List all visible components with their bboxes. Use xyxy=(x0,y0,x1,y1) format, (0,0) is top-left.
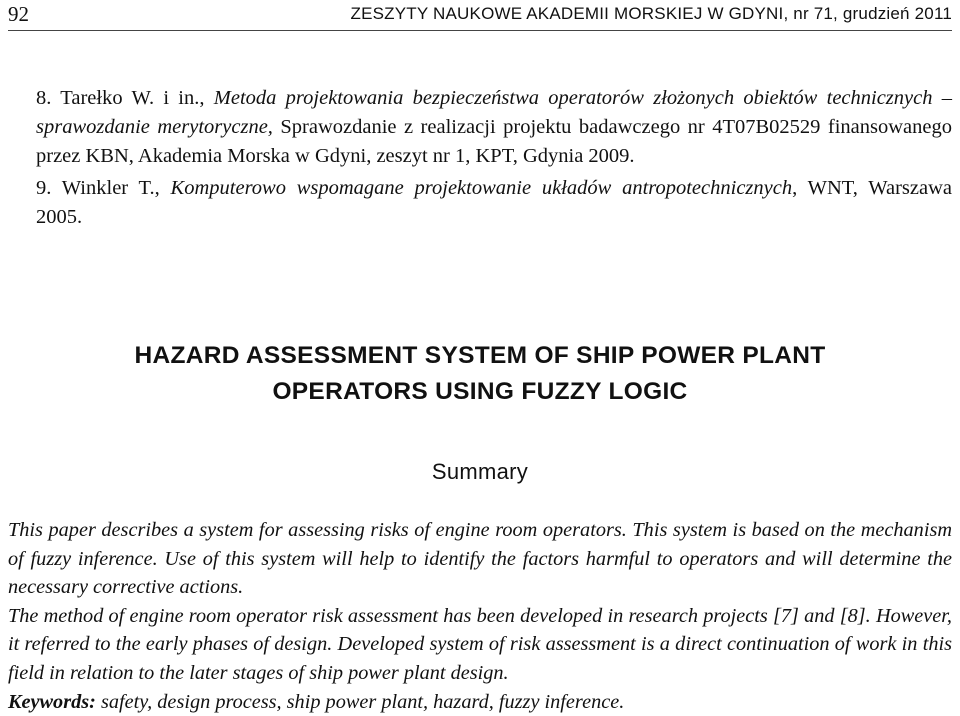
keywords xyxy=(8,688,952,716)
abstract-paragraph: The method of engine room operator risk assessment has been developed in research projects [7] and [8]. However, it referred to the early phases of design. Developed system of risk assessment is a direct continuation of work in this field in relation to the later stages of ship power plant design. xyxy=(8,604,952,684)
paper-title-line: HAZARD ASSESSMENT SYSTEM OF SHIP POWER PLANT xyxy=(134,342,826,369)
reference-item: 8. Tarełko W. i in., Metoda projektowania bezpieczeństwa operatorów złożonych obiektów technicznych – sprawozdanie merytoryczne, Sprawozdanie z realizacji projektu badawczego nr 4T07B02529 finansowanego przez KBN, Akademia Morska w Gdyni, zeszyt nr 1, KPT, Gdynia 2009. xyxy=(36,87,953,167)
page-number: 92 xyxy=(8,2,29,26)
reference-details: , WNT, Warszawa 2005. xyxy=(36,177,952,228)
keywords-values: safety, design process, ship power plant, hazard, fuzzy inference. xyxy=(100,690,625,713)
keywords-label: Keywords: xyxy=(8,690,96,713)
abstract-paragraph: This paper describes a system for assessing risks of engine room operators. This system is based on the mechanism of fuzzy inference. Use of this system will help to identify the factors harmful to operators and will determine the necessary corrective actions. xyxy=(8,519,952,599)
reference-details: Sprawozdanie z realizacji projektu badawczego nr 4T07B02529 finansowanego przez KBN, Akademia Morska w Gdyni, zeszyt nr 1, KPT, Gdynia 2009. xyxy=(36,116,952,167)
reference-number: 8. xyxy=(36,87,52,109)
reference-number: 9. xyxy=(36,177,52,199)
summary-heading: Summary xyxy=(431,459,529,484)
journal-title: ZESZYTY NAUKOWE AKADEMII MORSKIEJ W GDYNI, nr 71, grudzień 2011 xyxy=(350,4,952,23)
reference-title: Komputerowo wspomagane projektowanie układów antropotechnicznych xyxy=(170,177,793,199)
abstract xyxy=(8,516,952,716)
reference-title: Metoda projektowania bezpieczeństwa operatorów złożonych obiektów technicznych – sprawozdanie merytoryczne, xyxy=(36,87,953,138)
reference-item: 9. Winkler T., Komputerowo wspomagane projektowanie układów antropotechnicznych, WNT, Warszawa 2005. xyxy=(36,177,952,228)
header-rule xyxy=(8,30,952,31)
paper-title xyxy=(40,338,920,410)
running-header xyxy=(8,0,952,26)
reference-authors: Winkler T. xyxy=(61,177,155,199)
reference-authors: Tarełko W. i in. xyxy=(60,87,200,109)
paper-title-line: OPERATORS USING FUZZY LOGIC xyxy=(272,378,688,405)
reference-list xyxy=(36,84,952,235)
